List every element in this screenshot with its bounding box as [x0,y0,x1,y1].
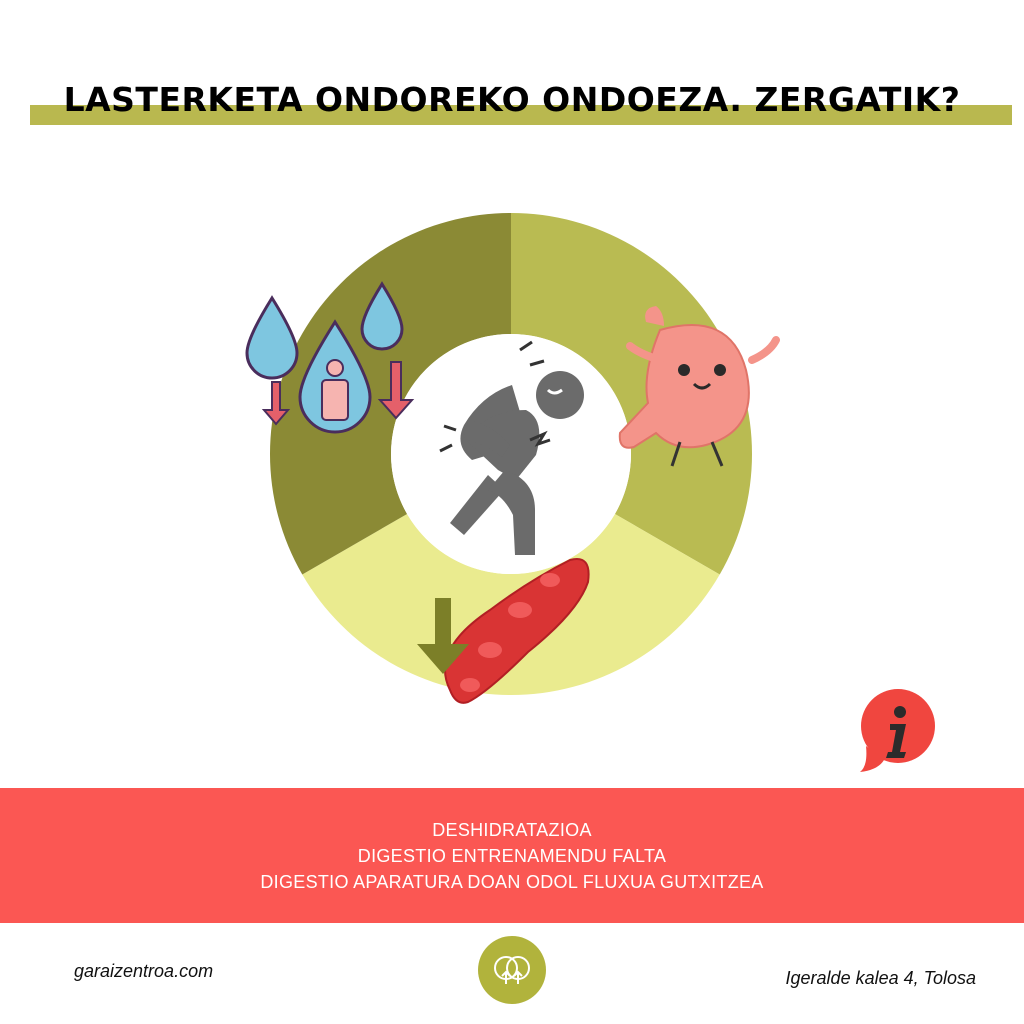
garai-logo-icon [478,936,546,1004]
website-link[interactable]: garaizentroa.com [74,961,214,981]
info-line-dehydration: DESHIDRATAZIOA [432,819,592,840]
info-strip [0,788,1024,923]
info-bubble-icon [856,686,940,776]
info-line-blood-flow: DIGESTIO APARATURA DOAN ODOL FLUXUA GUTXITZEA [260,871,764,892]
info-line-digestive-training: DIGESTIO ENTRENAMENDU FALTA [357,845,667,866]
page-title: LASTERKETA ONDOREKO ONDOEZA. ZERGATIK? [63,80,961,119]
address-text: Igeralde kalea 4, Tolosa [785,968,976,988]
